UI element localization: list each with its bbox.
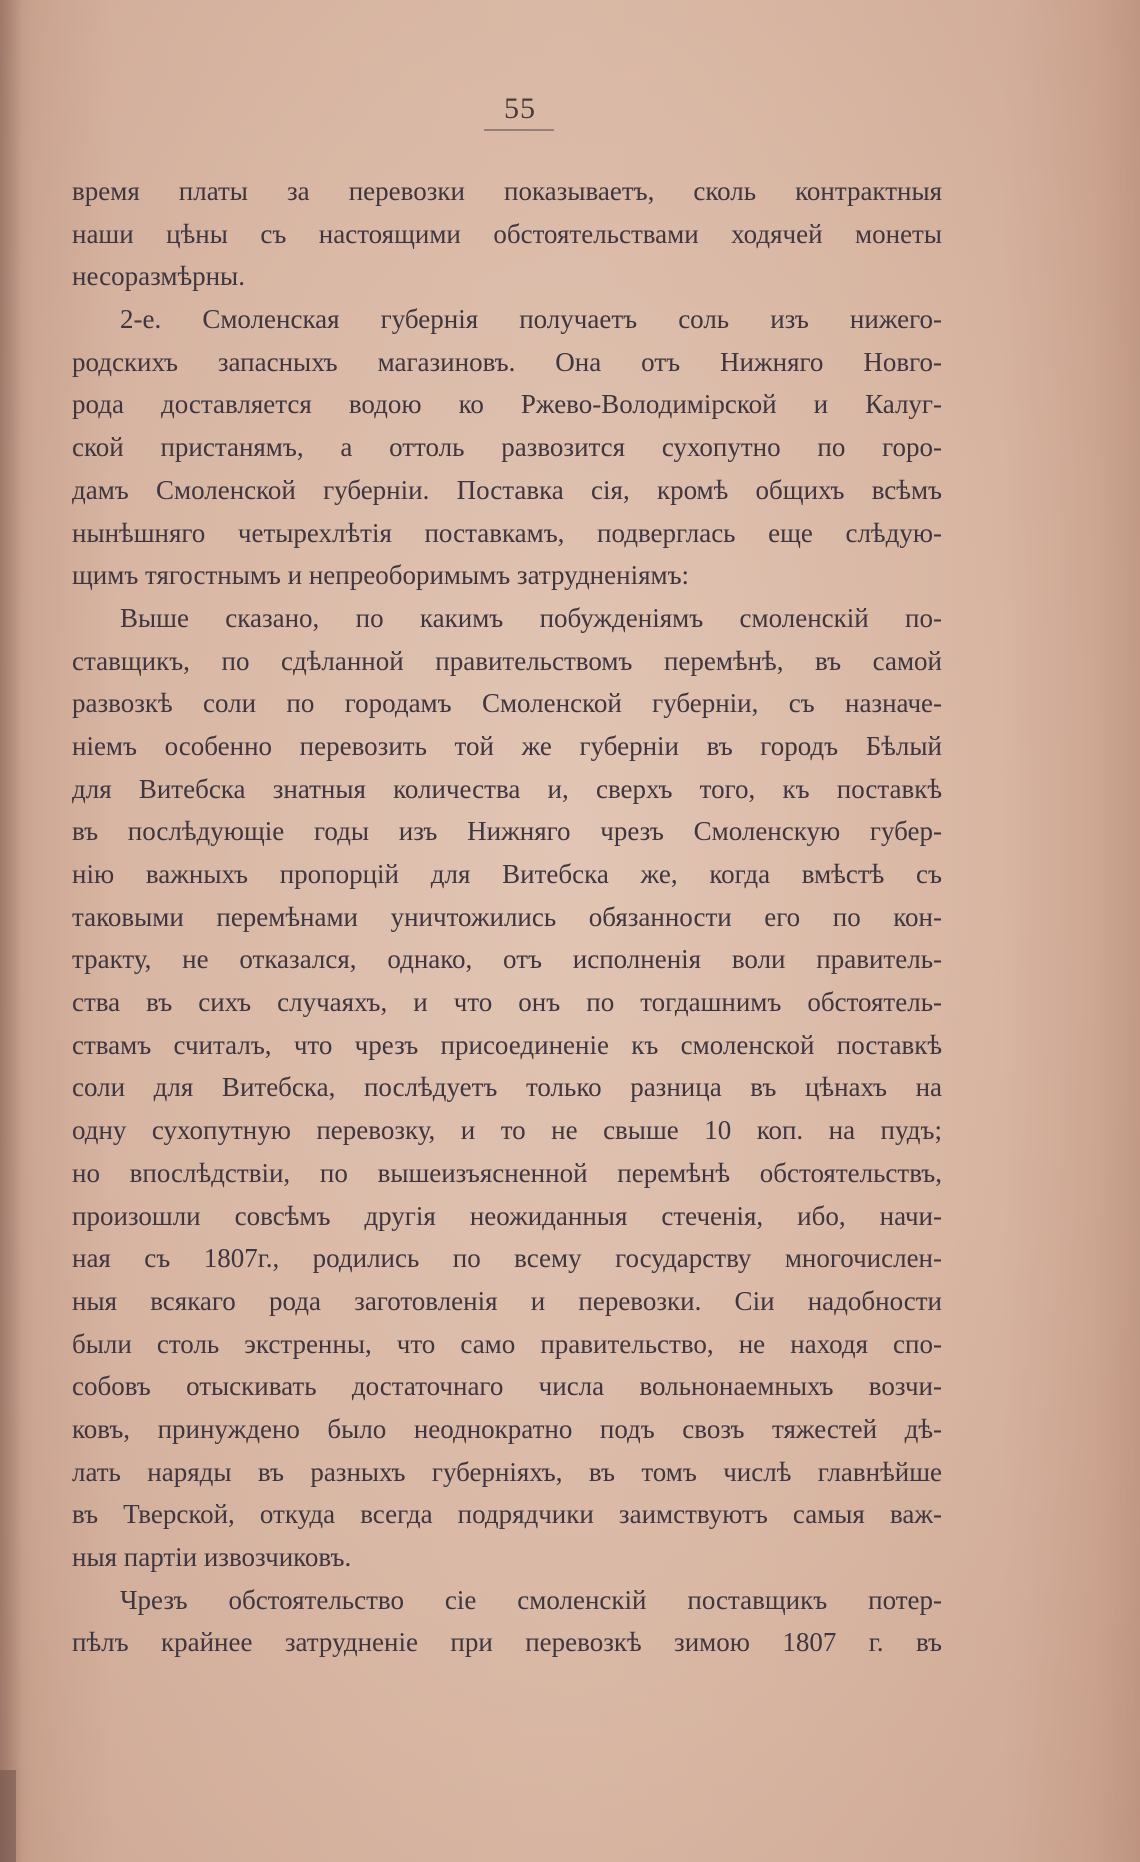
binding-shadow [0, 0, 22, 1862]
text-line: для Витебска знатныя количества и, сверхъ того, къ поставкѣ [72, 773, 942, 804]
page-number-rule [484, 129, 554, 131]
text-line: пѣлъ крайнее затрудненіе при перевозкѣ зимою 1807 г. въ [72, 1627, 942, 1658]
text-line: нію важныхъ пропорцій для Витебска же, когда вмѣстѣ съ [72, 859, 942, 889]
text-line: ная съ 1807г., родились по всему государству многочислен- [72, 1243, 942, 1274]
text-line: ства въ сихъ случаяхъ, и что онъ по тогдашнимъ обстоятель- [72, 987, 942, 1018]
text-line: произошли совсѣмъ другія неожиданныя стеченія, ибо, начи- [72, 1200, 942, 1231]
text-line: ныя партіи извозчиковъ. [72, 1542, 352, 1572]
text-line: тракту, не отказался, однако, отъ исполненія воли правитель- [72, 944, 942, 975]
text-line: время платы за перевозки показываетъ, сколь контрактныя [72, 176, 942, 206]
text-line: одну сухопутную перевозку, и то не свыше 10 коп. на пудъ; [72, 1115, 942, 1146]
page-number: 55 [504, 92, 536, 125]
text-line: Чрезъ обстоятельство сіе смоленскій поставщикъ потер- [120, 1584, 942, 1615]
text-line: собовъ отыскивать достаточнаго числа вольнонаемныхъ возчи- [72, 1371, 942, 1402]
text-line: въ послѣдующіе годы изъ Нижняго чрезъ Смоленскую губер- [72, 816, 942, 847]
text-line: Выше сказано, по какимъ побужденіямъ смоленскій по- [120, 602, 942, 633]
text-line: 2-е. Смоленская губернія получаетъ соль изъ нижего- [120, 304, 942, 335]
text-line: лать наряды въ разныхъ губерніяхъ, въ томъ числѣ главнѣйше [72, 1456, 942, 1487]
text-line: были столь экстренны, что само правительство, не находя спо- [72, 1328, 942, 1359]
text-line: родскихъ запасныхъ магазиновъ. Она отъ Нижняго Новго- [72, 346, 942, 377]
text-line: соли для Витебска, послѣдуетъ только разница въ цѣнахъ на [72, 1072, 942, 1103]
text-line: развозкѣ соли по городамъ Смоленской губерніи, съ назначе- [72, 688, 942, 719]
text-line: дамъ Смоленской губерніи. Поставка сія, кромѣ общихъ всѣмъ [72, 474, 942, 505]
text-line: въ Тверской, откуда всегда подрядчики заимствуютъ самыя важ- [72, 1499, 942, 1530]
text-line: ковъ, принуждено было неоднократно подъ свозъ тяжестей дѣ- [72, 1413, 942, 1444]
text-line: ской пристанямъ, а оттоль развозится сухопутно по горо- [72, 432, 942, 463]
text-line: ставщикъ, по сдѣланной правительствомъ перемѣнѣ, въ самой [72, 645, 942, 676]
text-line: но впослѣдствіи, по вышеизъясненной перемѣнѣ обстоятельствъ, [72, 1157, 942, 1188]
text-line: нынѣшняго четырехлѣтія поставкамъ, подверглась еще слѣдую- [72, 517, 942, 548]
text-line: ствамъ считалъ, что чрезъ присоединеніе къ смоленской поставкѣ [72, 1029, 942, 1060]
text-line: таковыми перемѣнами уничтожились обязанности его по кон- [72, 901, 942, 932]
text-line: ніемъ особенно перевозить той же губерніи въ городъ Бѣлый [72, 730, 942, 761]
body-text [72, 170, 942, 1664]
text-line: несоразмѣрны. [72, 261, 245, 292]
text-line: рода доставляется водою ко Ржево-Володимірской и Калуг- [72, 389, 942, 420]
text-line: ныя всякаго рода заготовленія и перевозки. Сіи надобности [72, 1285, 942, 1316]
text-line: наши цѣны съ настоящими обстоятельствами ходячей монеты [72, 218, 942, 249]
binding-notch [0, 1770, 16, 1862]
text-line: щимъ тягостнымъ и непреоборимымъ затрудненіямъ: [72, 560, 690, 591]
